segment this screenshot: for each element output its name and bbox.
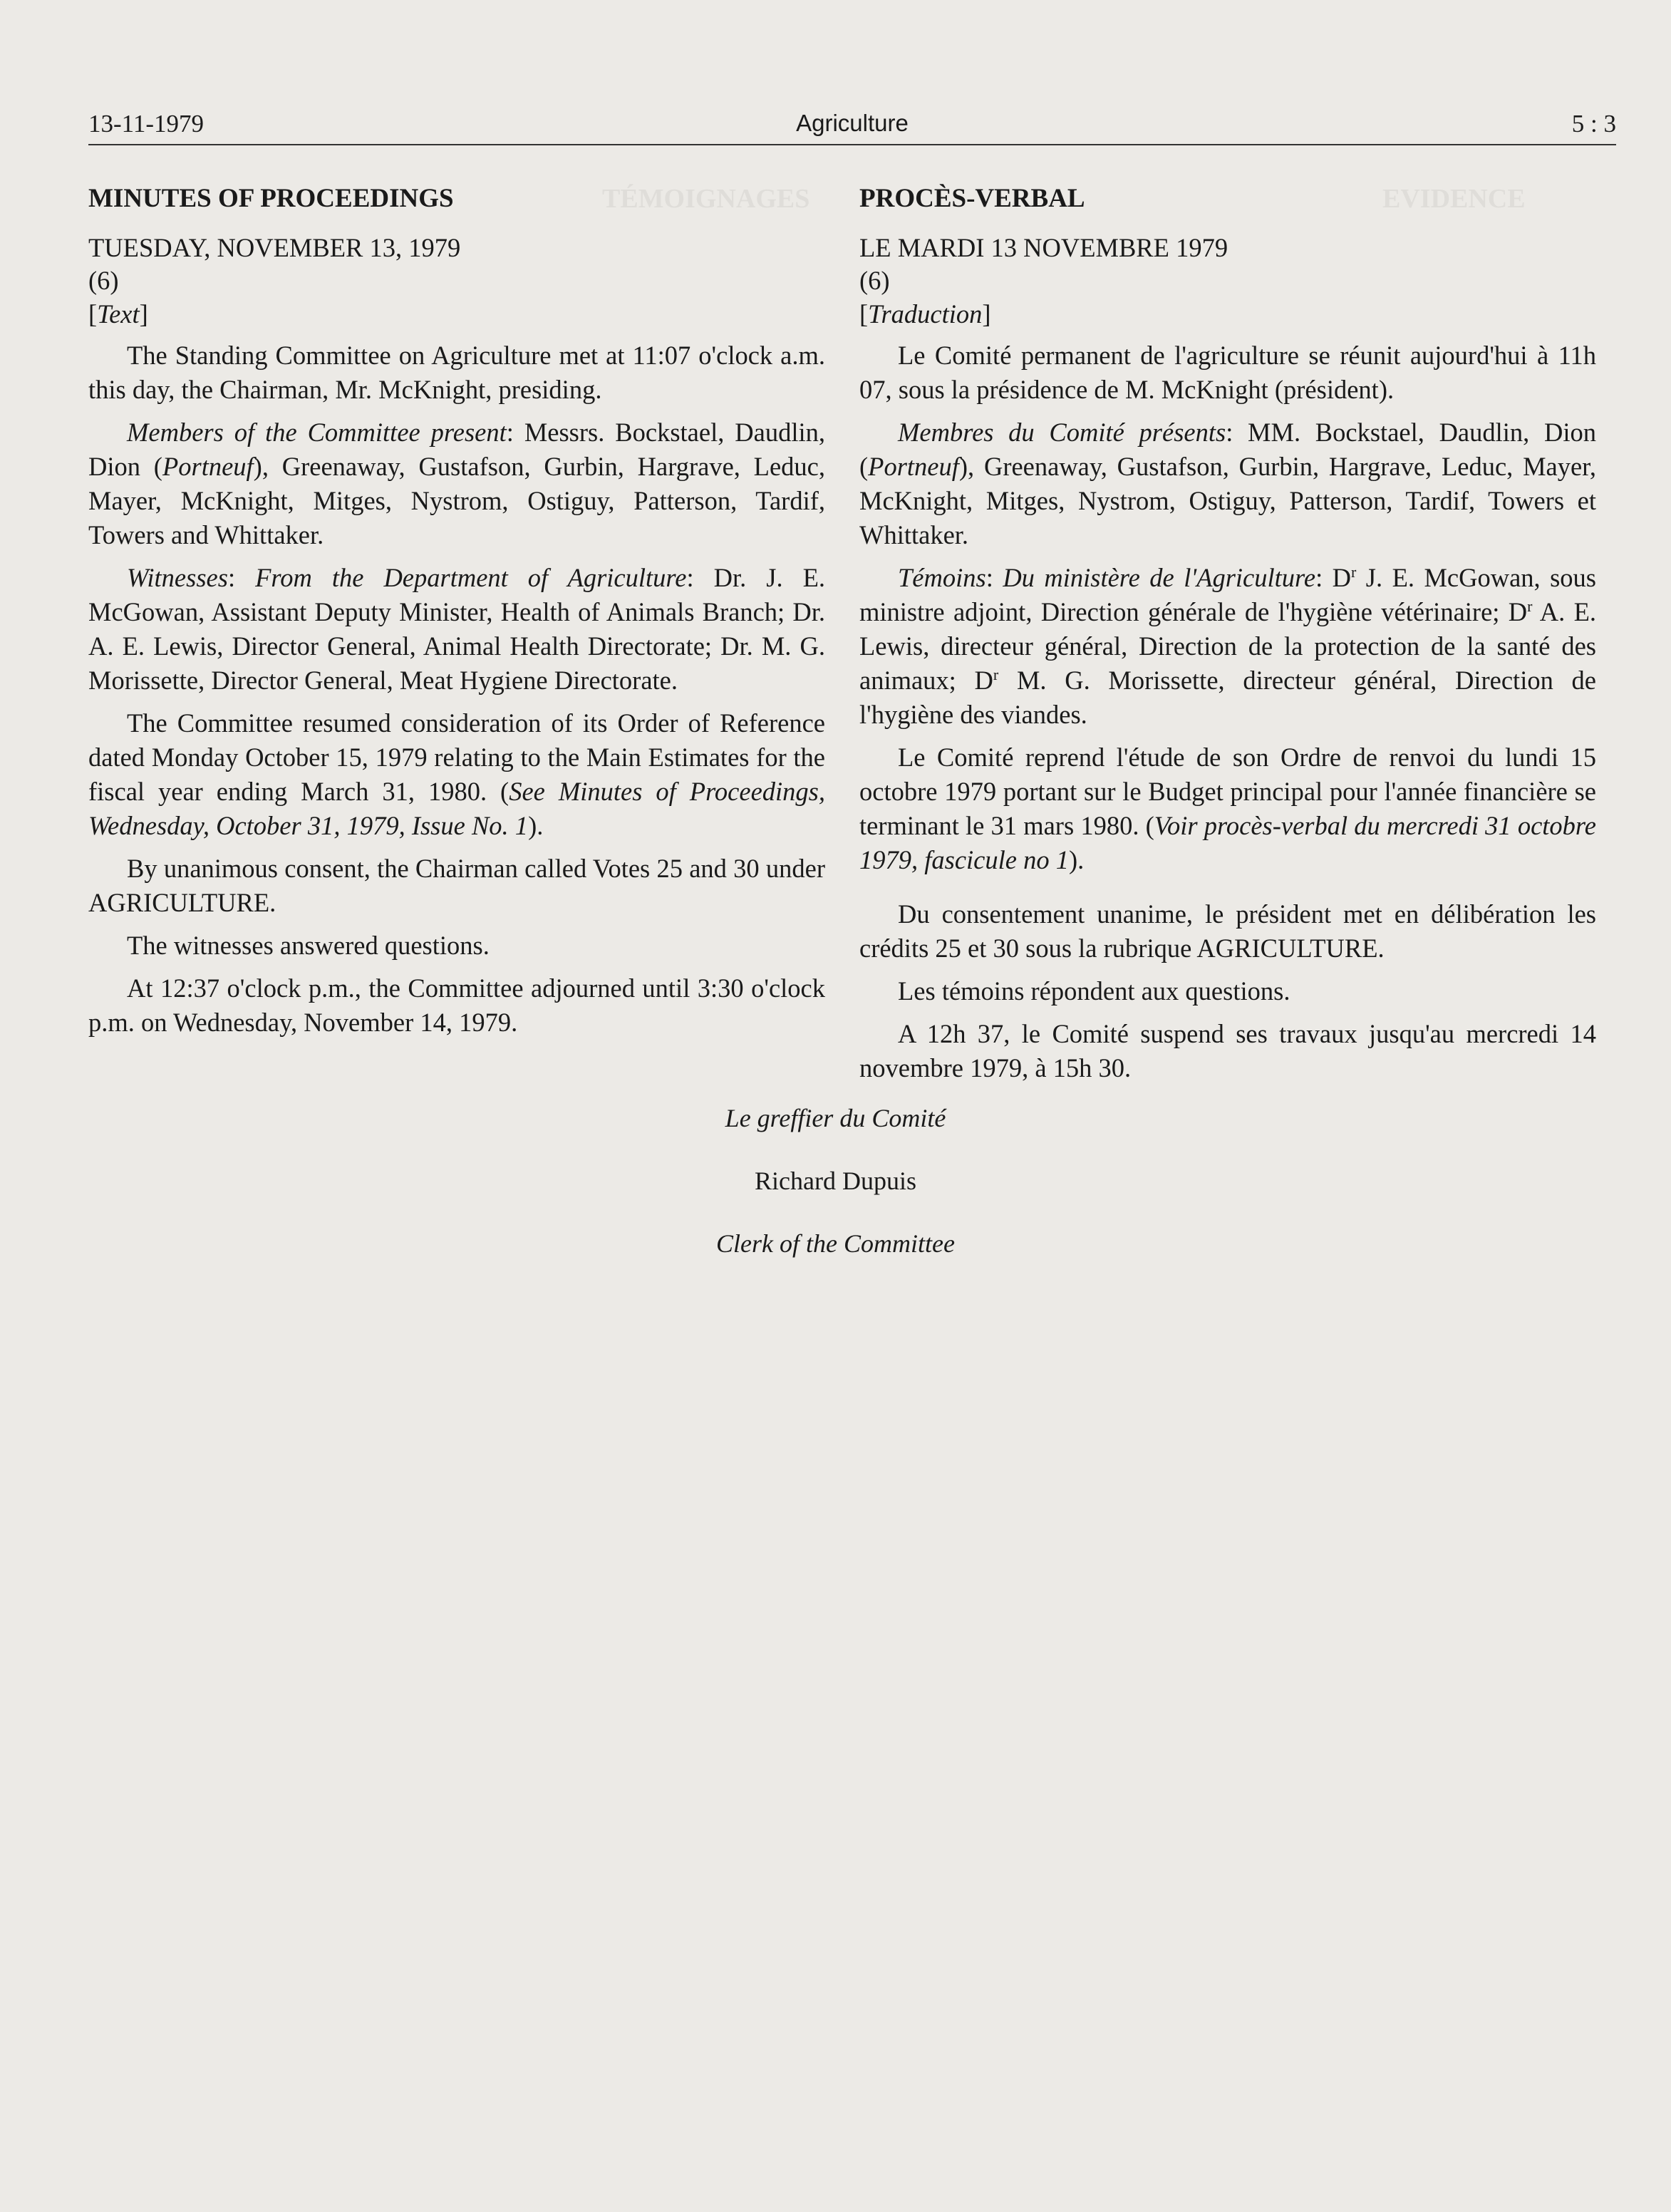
french-adjournment-paragraph: A 12h 37, le Comité suspend ses travaux jusqu'au mercredi 14 novembre 1979, à 15h 30.	[859, 1019, 1596, 1082]
english-column	[88, 182, 825, 1048]
french-heading: PROCÈS-VERBAL	[859, 184, 1085, 213]
bleed-through-heading-right: EVIDENCE	[1382, 184, 1526, 214]
english-text-tag: [Text]	[88, 299, 148, 329]
header-page-number: 5 : 3	[1571, 110, 1616, 138]
bleed-through-heading-left: TÉMOIGNAGES	[602, 184, 810, 214]
clerk-title-french: Le greffier du Comité	[725, 1104, 946, 1132]
english-witnesses-paragraph: Witnesses: From the Department of Agriculture: Dr. J. E. McGowan, Assistant Deputy Minister, Health of Animals Branch; Dr. A. E. Lewis, Director General, Animal Health Directorate; Dr. M. G. Morissette, Director General, Meat Hygiene Directorate.	[88, 563, 825, 695]
header-date: 13-11-1979	[88, 110, 205, 138]
french-opening-paragraph: Le Comité permanent de l'agriculture se réunit aujourd'hui à 11h 07, sous la présidence de M. McKnight (président).	[859, 341, 1596, 404]
english-date: TUESDAY, NOVEMBER 13, 1979	[88, 233, 461, 262]
french-members-paragraph: Membres du Comité présents: MM. Bockstael, Daudlin, Dion (Portneuf), Greenaway, Gustafson, Gurbin, Hargrave, Leduc, Mayer, McKnight, Mitges, Nystrom, Ostiguy, Patterson, Tardif, Towers et Whittaker.	[859, 418, 1596, 549]
header-title: Agriculture	[796, 110, 909, 136]
french-date: LE MARDI 13 NOVEMBRE 1979	[859, 233, 1228, 262]
english-members-paragraph: Members of the Committee present: Messrs. Bockstael, Daudlin, Dion (Portneuf), Greenaway, Gustafson, Gurbin, Hargrave, Leduc, Mayer, McKnight, Mitges, Nystrom, Ostiguy, Patterson, Tardif, Towers and Whittaker.	[88, 418, 826, 549]
french-witnesses-paragraph: Témoins: Du ministère de l'Agriculture: $D^r$ J. E. McGowan, sous ministre adjoint, Direction générale de l'hygiène vétérinaire; $D^r$ A. E. Lewis, directeur général, Direction de la protection de la santé des animaux; $D^r$ M. G. Morissette, directeur général, Direction de l'hygiène des viandes.	[859, 562, 1597, 729]
english-adjournment-paragraph: At 12:37 o'clock p.m., the Committee adjourned until 3:30 o'clock p.m. on Wednesday, November 14, 1979.	[88, 973, 825, 1037]
english-votes-paragraph: By unanimous consent, the Chairman called Votes 25 and 30 under AGRICULTURE.	[88, 854, 825, 917]
french-order-of-reference-paragraph: Le Comité reprend l'étude de son Ordre de renvoi du lundi 15 octobre 1979 portant sur le Budget principal pour l'année financière se terminant le 31 mars 1980. (Voir procès-verbal du mercredi 31 octobre 1979, fascicule no 1).	[859, 743, 1596, 874]
french-sitting-number: (6)	[859, 266, 890, 295]
french-column	[859, 182, 1596, 1094]
english-witnesses-answered-paragraph: The witnesses answered questions.	[127, 931, 490, 960]
english-order-of-reference-paragraph: The Committee resumed consideration of its Order of Reference dated Monday October 15, 1979 relating to the Main Estimates for the fiscal year ending March 31, 1980. (See Minutes of Proceedings, Wednesday, October 31, 1979, Issue No. 1).	[88, 708, 825, 840]
english-sitting-number: (6)	[88, 266, 119, 295]
clerk-title-english: Clerk of the Committee	[716, 1229, 955, 1258]
clerk-name: Richard Dupuis	[755, 1167, 916, 1195]
french-votes-paragraph: Du consentement unanime, le président met en délibération les crédits 25 et 30 sous la rubrique AGRICULTURE.	[859, 899, 1596, 963]
running-header	[88, 107, 1616, 145]
french-witnesses-answered-paragraph: Les témoins répondent aux questions.	[898, 976, 1290, 1006]
french-text-tag: [Traduction]	[859, 299, 991, 329]
english-opening-paragraph: The Standing Committee on Agriculture met at 11:07 o'clock a.m. this day, the Chairman, Mr. McKnight, presiding.	[88, 341, 825, 404]
english-heading: MINUTES OF PROCEEDINGS	[88, 184, 454, 213]
